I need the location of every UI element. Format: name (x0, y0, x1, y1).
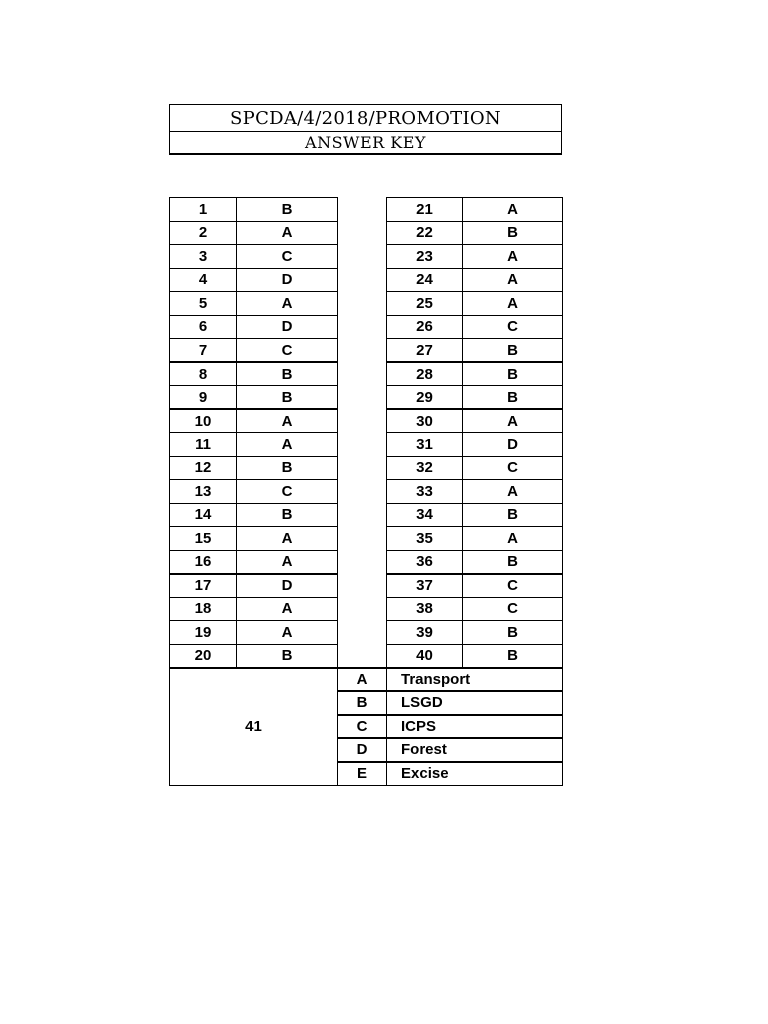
answer-letter: C (463, 574, 563, 598)
question-number: 33 (387, 480, 463, 504)
question-number: 25 (387, 292, 463, 316)
question-number: 24 (387, 268, 463, 292)
answer-row (170, 292, 563, 316)
question-number: 28 (387, 362, 463, 386)
answer-row (170, 644, 563, 668)
answer-letter: B (463, 621, 563, 645)
question-number: 11 (170, 433, 237, 457)
answer-letter: A (463, 268, 563, 292)
answer-row (170, 339, 563, 363)
question-number: 27 (387, 339, 463, 363)
column-gap (338, 433, 387, 457)
question-number: 6 (170, 315, 237, 339)
answer-letter: A (463, 409, 563, 433)
answer-letter: C (237, 339, 338, 363)
answer-row (170, 433, 563, 457)
answer-letter: C (237, 245, 338, 269)
document-title: SPCDA/4/2018/PROMOTION (170, 105, 561, 132)
question-number: 15 (170, 527, 237, 551)
question-number: 35 (387, 527, 463, 551)
answer-letter: A (237, 221, 338, 245)
answer-letter: B (463, 221, 563, 245)
column-gap (338, 574, 387, 598)
answer-letter: B (237, 644, 338, 668)
question-number: 32 (387, 456, 463, 480)
answer-letter: B (463, 503, 563, 527)
answer-row (170, 245, 563, 269)
question-number: 29 (387, 386, 463, 410)
column-gap (338, 480, 387, 504)
question-number: 18 (170, 597, 237, 621)
question-number: 23 (387, 245, 463, 269)
answer-row (170, 456, 563, 480)
answer-row (170, 315, 563, 339)
answer-letter: C (237, 480, 338, 504)
question-number: 13 (170, 480, 237, 504)
answer-letter: A (237, 527, 338, 551)
column-gap (338, 550, 387, 574)
answer-letter: D (237, 315, 338, 339)
question-number: 12 (170, 456, 237, 480)
option-letter: A (338, 668, 387, 692)
answer-row (170, 362, 563, 386)
answer-letter: D (237, 574, 338, 598)
option-letter: E (338, 762, 387, 786)
question-number: 3 (170, 245, 237, 269)
question-number: 5 (170, 292, 237, 316)
question-number: 22 (387, 221, 463, 245)
answer-row (170, 198, 563, 222)
option-department: LSGD (387, 691, 563, 715)
option-department: Forest (387, 738, 563, 762)
answer-letter: B (463, 339, 563, 363)
question-number: 19 (170, 621, 237, 645)
question-number: 17 (170, 574, 237, 598)
answer-letter: A (463, 198, 563, 222)
option-letter: D (338, 738, 387, 762)
answer-row (170, 409, 563, 433)
answer-letter: B (463, 644, 563, 668)
answer-row (170, 550, 563, 574)
question-number: 30 (387, 409, 463, 433)
question-number: 26 (387, 315, 463, 339)
column-gap (338, 644, 387, 668)
column-gap (338, 268, 387, 292)
option-department: ICPS (387, 715, 563, 739)
answer-letter: B (237, 456, 338, 480)
question-number: 21 (387, 198, 463, 222)
column-gap (338, 245, 387, 269)
column-gap (338, 456, 387, 480)
answer-row (170, 597, 563, 621)
column-gap (338, 409, 387, 433)
column-gap (338, 198, 387, 222)
answer-row (170, 386, 563, 410)
question-number: 36 (387, 550, 463, 574)
question-number: 1 (170, 198, 237, 222)
answer-letter: D (463, 433, 563, 457)
question-number: 2 (170, 221, 237, 245)
column-gap (338, 621, 387, 645)
question-number: 40 (387, 644, 463, 668)
document-subtitle: ANSWER KEY (305, 133, 426, 152)
answer-row (170, 221, 563, 245)
answer-row (170, 503, 563, 527)
answer-key-table (169, 197, 563, 786)
column-gap (338, 292, 387, 316)
answer-letter: A (463, 527, 563, 551)
answer-letter: B (237, 198, 338, 222)
answer-letter: A (237, 597, 338, 621)
option-department: Excise (387, 762, 563, 786)
question-number: 9 (170, 386, 237, 410)
answer-letter: C (463, 456, 563, 480)
question-number: 10 (170, 409, 237, 433)
option-letter: C (338, 715, 387, 739)
column-gap (338, 221, 387, 245)
answer-key-table-wrap (169, 197, 563, 786)
column-gap (338, 503, 387, 527)
answer-letter: B (237, 362, 338, 386)
question-number: 14 (170, 503, 237, 527)
answer-letter: A (463, 480, 563, 504)
answer-letter: B (463, 550, 563, 574)
answer-row (170, 480, 563, 504)
answer-letter: A (237, 409, 338, 433)
question-41-number: 41 (170, 668, 338, 786)
answer-letter: A (237, 621, 338, 645)
answer-letter: D (237, 268, 338, 292)
option-department: Transport (387, 668, 563, 692)
answer-row (170, 574, 563, 598)
column-gap (338, 339, 387, 363)
q41-option-row (170, 668, 563, 692)
answer-letter: B (463, 386, 563, 410)
column-gap (338, 597, 387, 621)
question-number: 37 (387, 574, 463, 598)
question-number: 4 (170, 268, 237, 292)
column-gap (338, 315, 387, 339)
answer-key-header (169, 104, 562, 155)
column-gap (338, 386, 387, 410)
answer-letter: B (237, 503, 338, 527)
question-number: 31 (387, 433, 463, 457)
column-gap (338, 362, 387, 386)
answer-letter: A (237, 550, 338, 574)
question-number: 39 (387, 621, 463, 645)
question-number: 20 (170, 644, 237, 668)
answer-letter: A (237, 292, 338, 316)
answer-letter: B (463, 362, 563, 386)
column-gap (338, 527, 387, 551)
answer-letter: C (463, 315, 563, 339)
answer-row (170, 268, 563, 292)
answer-letter: A (463, 245, 563, 269)
answer-letter: A (237, 433, 338, 457)
question-number: 38 (387, 597, 463, 621)
question-number: 8 (170, 362, 237, 386)
question-number: 7 (170, 339, 237, 363)
answer-letter: C (463, 597, 563, 621)
answer-row (170, 621, 563, 645)
answer-letter: B (237, 386, 338, 410)
answer-letter: A (463, 292, 563, 316)
option-letter: B (338, 691, 387, 715)
answer-row (170, 527, 563, 551)
question-number: 34 (387, 503, 463, 527)
question-number: 16 (170, 550, 237, 574)
